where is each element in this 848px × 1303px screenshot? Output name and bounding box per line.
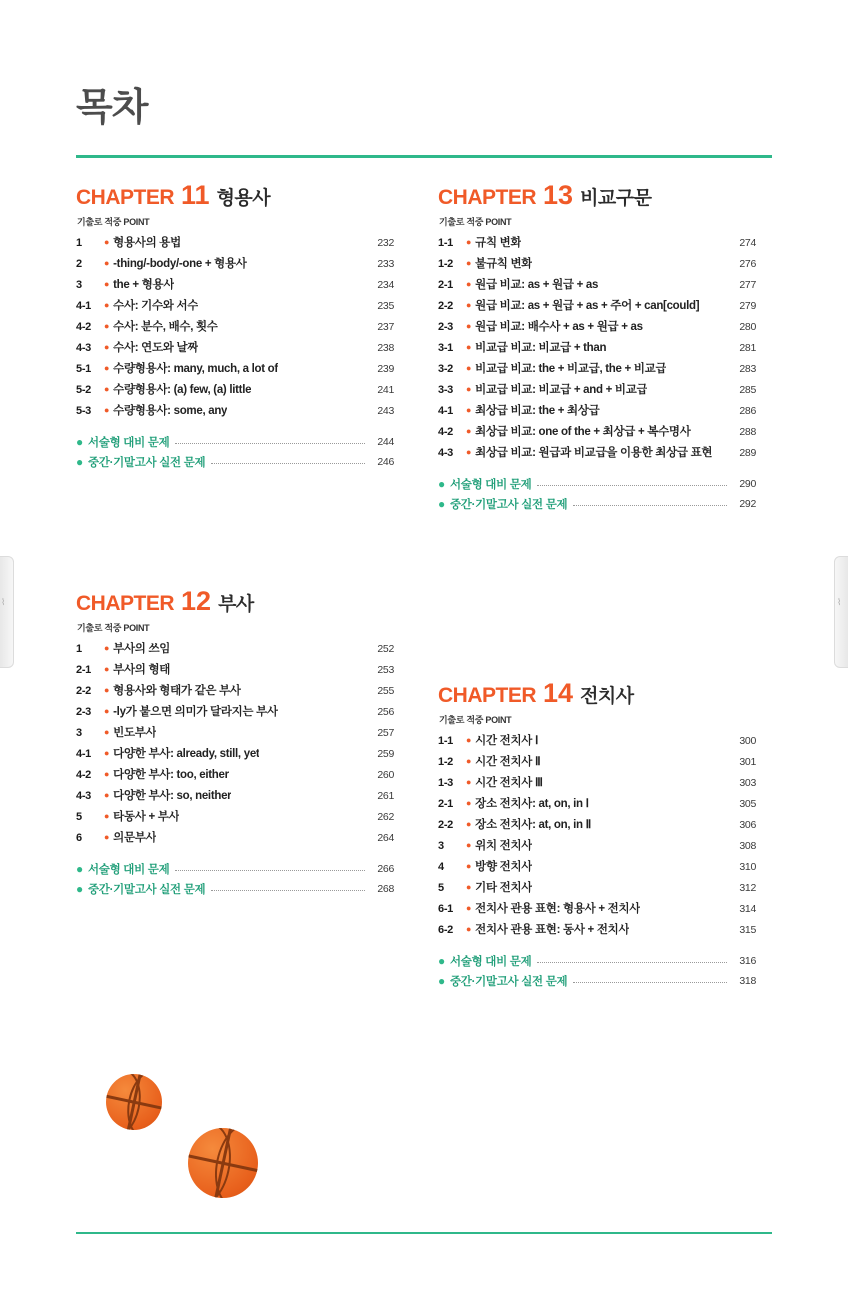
toc-entry[interactable] [76,339,394,360]
entry-page: 274 [739,237,756,249]
chapter-heading [76,182,394,210]
entry-title: 규칙 변화 [475,237,522,249]
entry-title: 위치 전치사 [475,840,533,852]
entry-page: 243 [377,405,394,417]
chapter-block-12 [76,588,394,899]
entry-page: 238 [377,342,394,354]
bullet-dot-icon: ● [104,258,110,268]
entry-page: 285 [739,384,756,396]
bullet-dot-icon: ● [104,832,110,842]
entry-page: 308 [739,840,756,852]
entry-title: 다양한 부사: so, neither [113,790,232,802]
chapter-word: CHAPTER [438,684,537,707]
chapter-extras [76,859,394,899]
entry-title: 다양한 부사: already, still, yet [113,748,260,760]
entry-title: 부사의 형태 [113,664,171,676]
bullet-dot-icon: ● [466,342,472,352]
bullet-dot-icon: ● [104,790,110,800]
bullet-dot-icon: ● [104,748,110,758]
page-edge-tab-right [834,556,848,668]
chapter-extras [438,951,756,991]
toc-entry[interactable] [76,402,394,423]
bullet-dot-icon: ● [466,777,472,787]
entry-number: 1-2 [438,756,453,768]
bullet-dot-icon: ● [466,384,472,394]
bullet-dot-icon: ● [104,643,110,653]
entry-title: 시간 전치사 Ⅰ [475,735,539,747]
bullet-dot-icon: ● [466,279,472,289]
entry-number: 3 [76,727,82,739]
toc-entry[interactable] [438,816,756,837]
entry-title: 비교급 비교: the + 비교급, the + 비교급 [475,363,667,375]
extra-title: 중간·기말고사 실전 문제 [449,499,568,511]
entry-title: 부사의 쓰임 [113,643,171,655]
point-label: 기출로 적중 POINT [439,217,512,227]
bullet-dot-icon: ● [466,426,472,436]
extra-page: 268 [377,883,394,895]
chapter-word: CHAPTER [76,592,175,615]
entry-page: 286 [739,405,756,417]
toc-entry[interactable] [438,360,756,381]
entry-title: 빈도부사 [113,727,157,739]
chapter-name: 전치사 [580,686,634,707]
chapter-name: 형용사 [216,188,271,209]
entry-title: 다양한 부사: too, either [113,769,229,781]
bullet-dot-icon: ● [466,237,472,247]
toc-entry[interactable] [438,732,756,753]
toc-entry[interactable] [438,774,756,795]
dot-leader [175,863,365,871]
extra-entry[interactable] [438,494,756,514]
bullet-dot-icon: ● [466,819,472,829]
extra-entry[interactable] [76,879,394,899]
extra-page: 292 [739,498,756,510]
bullet-dot-icon: ● [104,342,110,352]
entry-page: 233 [377,258,394,270]
bullet-dot-icon: ● [466,300,472,310]
entry-page: 252 [377,643,394,655]
entry-number: 1-1 [438,735,453,747]
bullet-circle-icon: ● [438,477,445,491]
entry-number: 2-1 [76,664,91,676]
toc-entry[interactable] [438,858,756,879]
extra-page: 318 [739,975,756,987]
toc-column-right-lower [438,680,756,991]
toc-entry[interactable] [438,879,756,900]
chapter-number: 12 [181,586,212,616]
bullet-circle-icon: ● [438,954,445,968]
toc-entry[interactable] [438,402,756,423]
entry-title: 최상급 비교: 원급과 비교급을 이용한 최상급 표현 [475,447,713,459]
entry-number: 3-3 [438,384,453,396]
bullet-dot-icon: ● [104,363,110,373]
chapter-extras [438,474,756,514]
toc-entry[interactable] [76,234,394,255]
extra-title: 중간·기말고사 실전 문제 [87,457,206,469]
extra-entry[interactable] [76,452,394,472]
entry-page: 232 [377,237,394,249]
bullet-dot-icon: ● [466,405,472,415]
entry-title: 원급 비교: as + 원급 + as + 주어 + can[could] [475,300,700,312]
entry-page: 262 [377,811,394,823]
extra-entry[interactable] [438,474,756,494]
entry-number: 2-2 [438,300,453,312]
entry-title: 수사: 분수, 배수, 횟수 [113,321,218,333]
entry-page: 241 [377,384,394,396]
entry-number: 1 [76,643,82,655]
page-title: 목차 [76,87,148,129]
entry-title: 원급 비교: 배수사 + as + 원급 + as [475,321,643,333]
dot-leader [211,883,365,891]
entry-number: 4-2 [76,321,91,333]
toc-entry[interactable] [76,255,394,276]
bullet-dot-icon: ● [104,237,110,247]
entry-page: 259 [377,748,394,760]
toc-entry[interactable] [438,339,756,360]
toc-entry[interactable] [76,640,394,661]
toc-entry[interactable] [76,381,394,402]
toc-entry[interactable] [438,318,756,339]
toc-entry[interactable] [438,921,756,942]
bullet-dot-icon: ● [104,769,110,779]
entry-title: 최상급 비교: the + 최상급 [475,405,600,417]
toc-entry[interactable] [438,276,756,297]
entry-number: 4-1 [76,748,91,760]
top-divider [76,155,772,158]
entry-number: 4-3 [76,790,91,802]
entry-number: 3-2 [438,363,453,375]
entry-page: 281 [739,342,756,354]
extra-title: 서술형 대비 문제 [449,479,532,491]
entry-title: 의문부사 [113,832,157,844]
bullet-dot-icon: ● [104,685,110,695]
extra-page: 290 [739,478,756,490]
toc-column-right [438,182,756,514]
bullet-dot-icon: ● [466,735,472,745]
toc-entry[interactable] [438,753,756,774]
extra-page: 266 [377,863,394,875]
bullet-dot-icon: ● [466,447,472,457]
bullet-dot-icon: ● [466,756,472,766]
entry-number: 3 [76,279,82,291]
entry-title: the + 형용사 [113,279,175,291]
chapter-heading [76,588,394,616]
toc-entry[interactable] [76,787,394,808]
chapter-name: 비교구문 [580,188,652,209]
entry-title: 비교급 비교: 비교급 + and + 비교급 [475,384,648,396]
toc-entry[interactable] [76,703,394,724]
basketball-icon-large [188,1128,258,1198]
chapter-extras [76,432,394,472]
entry-title: -ly가 붙으면 의미가 달라지는 부사 [113,706,278,718]
entry-title: 수량형용사: some, any [113,405,228,417]
toc-entry[interactable] [438,900,756,921]
entry-number: 5-3 [76,405,91,417]
bullet-dot-icon: ● [466,861,472,871]
entry-page: 234 [377,279,394,291]
edge-mark-icon: ⌇ [837,597,842,607]
entry-number: 1 [76,237,82,249]
bullet-dot-icon: ● [466,321,472,331]
toc-entry[interactable] [438,255,756,276]
chapter-block-14 [438,680,756,991]
toc-entry[interactable] [76,661,394,682]
extra-title: 서술형 대비 문제 [449,956,532,968]
entry-title: 타동사 + 부사 [113,811,180,823]
entry-number: 1-1 [438,237,453,249]
extra-title: 중간·기말고사 실전 문제 [449,976,568,988]
entry-title: 형용사와 형태가 같은 부사 [113,685,241,697]
toc-entry[interactable] [438,444,756,465]
dot-leader [573,975,727,983]
entry-page: 315 [739,924,756,936]
entry-number: 4-3 [76,342,91,354]
toc-entry[interactable] [438,234,756,255]
entry-page: 288 [739,426,756,438]
entry-page: 303 [739,777,756,789]
entry-page: 289 [739,447,756,459]
bullet-dot-icon: ● [104,279,110,289]
bullet-dot-icon: ● [466,924,472,934]
bullet-dot-icon: ● [104,384,110,394]
entry-page: 301 [739,756,756,768]
entry-page: 237 [377,321,394,333]
dot-leader [537,478,727,486]
toc-entry[interactable] [76,276,394,297]
bullet-circle-icon: ● [438,497,445,511]
entry-page: 306 [739,819,756,831]
entry-title: 전치사 관용 표현: 동사 + 전치사 [475,924,630,936]
bullet-circle-icon: ● [76,435,83,449]
entry-page: 235 [377,300,394,312]
bottom-divider [76,1232,772,1234]
entry-page: 256 [377,706,394,718]
entry-number: 2-1 [438,798,453,810]
entry-title: 전치사 관용 표현: 형용사 + 전치사 [475,903,641,915]
entry-number: 5-2 [76,384,91,396]
bullet-dot-icon: ● [104,811,110,821]
entry-page: 257 [377,727,394,739]
entry-number: 2 [76,258,82,270]
extra-entry[interactable] [76,432,394,452]
entry-page: 261 [377,790,394,802]
toc-entry[interactable] [76,808,394,829]
entry-title: 시간 전치사 Ⅲ [475,777,543,789]
extra-title: 서술형 대비 문제 [87,437,170,449]
entry-page: 276 [739,258,756,270]
toc-entry[interactable] [76,682,394,703]
entry-title: 장소 전치사: at, on, in Ⅱ [475,819,592,831]
entry-title: 원급 비교: as + 원급 + as [475,279,599,291]
chapter-block-11 [76,182,394,472]
toc-column-left [76,182,394,472]
toc-entry[interactable] [438,795,756,816]
entry-title: 형용사의 용법 [113,237,181,249]
entry-page: 253 [377,664,394,676]
toc-entry[interactable] [438,837,756,858]
chapter-number: 13 [543,180,574,210]
entry-title: 시간 전치사 Ⅱ [475,756,541,768]
entry-number: 5 [76,811,82,823]
toc-entry[interactable] [76,360,394,381]
toc-entry[interactable] [438,423,756,444]
bullet-dot-icon: ● [104,321,110,331]
bullet-circle-icon: ● [438,974,445,988]
entry-title: 장소 전치사: at, on, in Ⅰ [475,798,589,810]
entry-number: 2-3 [76,706,91,718]
bullet-dot-icon: ● [104,300,110,310]
bullet-dot-icon: ● [104,405,110,415]
entry-number: 1-3 [438,777,453,789]
extra-entry[interactable] [438,951,756,971]
entry-page: 255 [377,685,394,697]
toc-entry[interactable] [76,724,394,745]
entry-number: 4-2 [76,769,91,781]
toc-entry[interactable] [76,297,394,318]
entry-page: 280 [739,321,756,333]
entry-number: 5-1 [76,363,91,375]
extra-entry[interactable] [76,859,394,879]
chapter-number: 11 [181,180,210,210]
entry-number: 1-2 [438,258,453,270]
entry-title: 방향 전치사 [475,861,533,873]
basketball-icon-small [106,1074,162,1130]
dot-leader [537,955,727,963]
chapter-heading [438,680,756,708]
bullet-circle-icon: ● [76,862,83,876]
entry-number: 4-1 [76,300,91,312]
entry-title: 수량형용사: many, much, a lot of [113,363,278,375]
chapter-number: 14 [543,678,574,708]
entry-number: 4 [438,861,444,873]
entry-page: 310 [739,861,756,873]
entry-title: -thing/-body/-one + 형용사 [113,258,247,270]
entry-page: 239 [377,363,394,375]
entry-number: 2-3 [438,321,453,333]
entry-page: 314 [739,903,756,915]
entry-page: 277 [739,279,756,291]
chapter-heading [438,182,756,210]
extra-page: 244 [377,436,394,448]
extra-page: 316 [739,955,756,967]
entry-title: 수사: 기수와 서수 [113,300,199,312]
chapter-block-13 [438,182,756,514]
bullet-dot-icon: ● [466,840,472,850]
extra-page: 246 [377,456,394,468]
entry-page: 300 [739,735,756,747]
entry-number: 5 [438,882,444,894]
toc-entry[interactable] [438,381,756,402]
bullet-dot-icon: ● [466,258,472,268]
entry-title: 수사: 연도와 날짜 [113,342,199,354]
bullet-dot-icon: ● [466,903,472,913]
entry-title: 최상급 비교: one of the + 최상급 + 복수명사 [475,426,691,438]
toc-entry[interactable] [76,318,394,339]
entry-number: 2-2 [438,819,453,831]
bullet-dot-icon: ● [104,664,110,674]
page-edge-tab-left [0,556,14,668]
bullet-circle-icon: ● [76,455,83,469]
edge-mark-icon: ⌇ [1,597,6,607]
entry-title: 비교급 비교: 비교급 + than [475,342,607,354]
bullet-dot-icon: ● [466,882,472,892]
entry-page: 305 [739,798,756,810]
entry-number: 2-1 [438,279,453,291]
entry-number: 3 [438,840,444,852]
dot-leader [175,436,365,444]
entry-number: 2-2 [76,685,91,697]
toc-entry[interactable] [76,829,394,850]
entry-number: 4-2 [438,426,453,438]
entry-page: 283 [739,363,756,375]
bullet-dot-icon: ● [104,727,110,737]
entry-number: 6-2 [438,924,453,936]
entry-page: 260 [377,769,394,781]
entry-number: 4-3 [438,447,453,459]
bullet-circle-icon: ● [76,882,83,896]
entry-title: 수량형용사: (a) few, (a) little [113,384,252,396]
toc-column-left-lower [76,588,394,899]
dot-leader [573,498,727,506]
entry-number: 3-1 [438,342,453,354]
entry-title: 불규칙 변화 [475,258,533,270]
extra-entry[interactable] [438,971,756,991]
extra-title: 서술형 대비 문제 [87,864,170,876]
bullet-dot-icon: ● [104,706,110,716]
bullet-dot-icon: ● [466,363,472,373]
toc-entry[interactable] [76,745,394,766]
entry-number: 6 [76,832,82,844]
extra-title: 중간·기말고사 실전 문제 [87,884,206,896]
entry-page: 279 [739,300,756,312]
entry-title: 기타 전치사 [475,882,533,894]
bullet-dot-icon: ● [466,798,472,808]
point-label: 기출로 적중 POINT [77,217,150,227]
entry-page: 312 [739,882,756,894]
toc-entry[interactable] [76,766,394,787]
point-label: 기출로 적중 POINT [77,623,150,633]
entry-page: 264 [377,832,394,844]
chapter-word: CHAPTER [76,186,175,209]
chapter-word: CHAPTER [438,186,537,209]
entry-number: 4-1 [438,405,453,417]
dot-leader [211,456,365,464]
toc-entry[interactable] [438,297,756,318]
point-label: 기출로 적중 POINT [439,715,512,725]
chapter-name: 부사 [218,594,254,615]
entry-number: 6-1 [438,903,453,915]
